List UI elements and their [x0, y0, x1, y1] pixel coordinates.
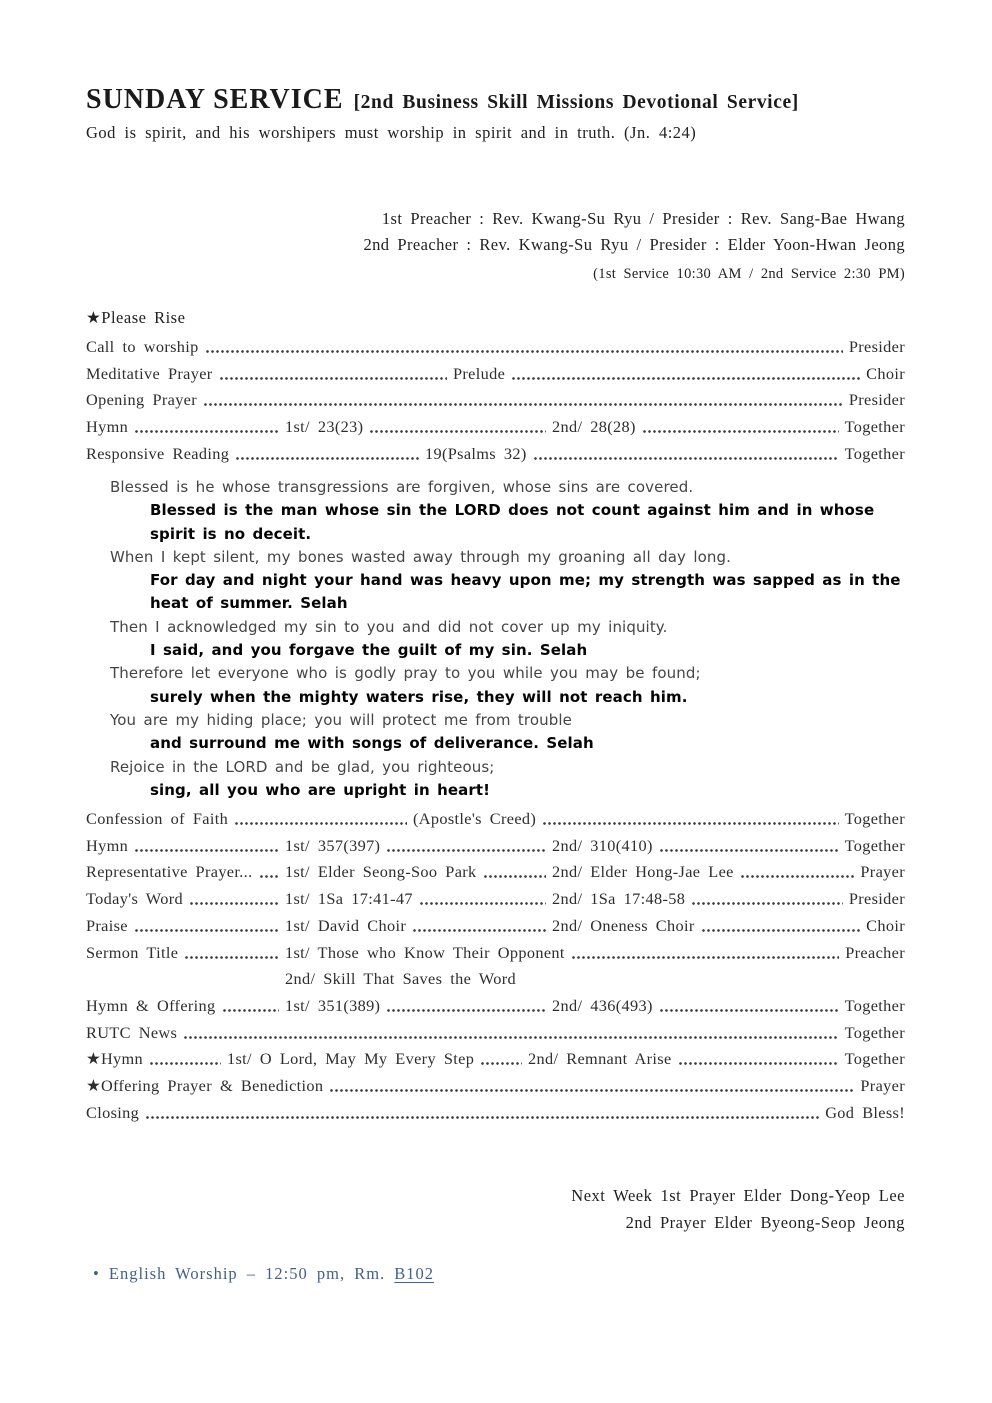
order-row-text: Call to worship — [86, 337, 199, 356]
psalm-leader-line: You are my hiding place; you will protect me from trouble — [110, 710, 572, 729]
psalm-response-line: sing, all you who are upright in heart! — [150, 780, 491, 799]
order-row-text: 2nd/ 436(493) — [552, 995, 653, 1015]
dot-leader — [659, 833, 839, 860]
order-row-cell — [552, 833, 845, 860]
order-row-text: 1st/ 357(397) — [285, 835, 381, 855]
order-row-cell — [845, 1020, 905, 1047]
order-row — [86, 361, 905, 388]
order-row-right-label: Together — [844, 809, 905, 828]
order-row-cell — [845, 1046, 905, 1073]
service-times: (1st Service 10:30 AM / 2nd Service 2:30 PM) — [593, 266, 905, 282]
order-row — [86, 859, 905, 886]
order-row — [86, 1020, 905, 1047]
order-row-cell — [845, 940, 905, 967]
responsive-reading-text — [86, 476, 905, 802]
order-row-text: Today's Word — [86, 889, 183, 909]
order-row — [86, 833, 905, 860]
dot-leader — [183, 1020, 838, 1047]
dot-leader — [203, 387, 843, 414]
order-row-cell — [86, 441, 425, 468]
order-row-cell — [86, 1020, 845, 1047]
order-row-cell — [86, 361, 453, 388]
order-row — [86, 1100, 905, 1127]
order-row-text: 2nd/ 28(28) — [552, 417, 636, 437]
order-row-right-label: Presider — [848, 390, 905, 410]
page-title — [86, 84, 905, 116]
order-row — [86, 966, 905, 993]
psalm-response-line: and surround me with songs of deliverance. Selah — [150, 734, 594, 753]
dot-leader — [740, 859, 855, 886]
title-main: SUNDAY SERVICE — [86, 84, 344, 115]
order-row-text: Sermon Title — [86, 942, 179, 962]
order-row-text: 1st/ 1Sa 17:41-47 — [285, 889, 413, 909]
order-row-cell — [86, 886, 285, 913]
dot-leader — [533, 441, 839, 468]
order-row-text: 2nd/ Oneness Choir — [552, 915, 695, 935]
order-row-text: Hymn — [86, 835, 129, 855]
dot-leader — [134, 913, 279, 940]
order-row-cell — [285, 886, 552, 913]
dot-leader — [145, 1100, 819, 1127]
order-row — [86, 993, 905, 1020]
order-row — [86, 414, 905, 441]
order-row-right-label: Together — [844, 835, 905, 855]
psalm-leader-line: When I kept silent, my bones wasted away through my groaning all day long. — [110, 547, 731, 566]
order-row-right-label: Choir — [866, 363, 905, 383]
psalm-leader-line: Rejoice in the LORD and be glad, you righteous; — [110, 757, 495, 776]
order-row-right-label: Together — [844, 443, 905, 463]
order-row-cell — [285, 913, 552, 940]
order-row-cell — [552, 913, 866, 940]
order-of-worship-1 — [86, 334, 905, 468]
order-row-cell — [86, 859, 285, 886]
psalm-leader-line: Therefore let everyone who is godly pray to you while you may be found; — [110, 664, 701, 683]
order-row-cell — [552, 993, 845, 1020]
psalm-leader-line: Then I acknowledged my sin to you and did not cover up my iniquity. — [110, 617, 668, 636]
order-row-text: 1st/ David Choir — [285, 915, 407, 935]
order-row-cell — [86, 806, 413, 833]
order-row — [86, 1073, 905, 1100]
order-row-right-label: Together — [844, 417, 905, 437]
dot-leader — [511, 361, 860, 388]
order-row — [86, 886, 905, 913]
order-row-cell — [845, 441, 905, 468]
order-row — [86, 806, 905, 833]
order-row-cell — [845, 993, 905, 1020]
english-worship-room: B102 — [394, 1264, 435, 1283]
order-row-text: Confession of Faith — [86, 809, 229, 828]
psalm-response-line: heat of summer. Selah — [150, 594, 348, 613]
title-bracket: [2nd Business Skill Missions Devotional Service] — [353, 92, 799, 113]
dot-leader — [691, 886, 843, 913]
order-row-cell — [86, 334, 849, 361]
dot-leader — [483, 859, 546, 886]
order-row-right-label: God Bless! — [825, 1102, 905, 1122]
order-row-cell — [528, 1046, 845, 1073]
order-row-cell — [86, 1100, 825, 1127]
order-row-text: 2nd/ Remnant Arise — [528, 1049, 672, 1069]
order-row-text: ★Hymn — [86, 1049, 144, 1069]
order-row-text: 2nd/ 1Sa 17:48-58 — [552, 889, 686, 909]
order-row-cell — [285, 833, 552, 860]
order-row-text: 2nd/ 310(410) — [552, 835, 653, 855]
header — [86, 84, 905, 143]
order-row-cell — [849, 387, 905, 414]
dot-leader — [259, 859, 279, 886]
order-row-text: Praise — [86, 915, 128, 935]
order-row-cell — [825, 1100, 905, 1127]
order-row-cell — [227, 1046, 528, 1073]
order-row-right-label: Together — [844, 1022, 905, 1042]
order-row-cell — [86, 387, 849, 414]
order-row-cell — [845, 833, 905, 860]
order-row-text: ★Offering Prayer & Benediction — [86, 1076, 324, 1096]
psalm-response-line: For day and night your hand was heavy upon me; my strength was sapped as in the — [150, 571, 901, 590]
dot-leader — [184, 940, 279, 967]
preachers-block — [86, 206, 905, 287]
order-row-cell — [285, 859, 552, 886]
next-week-block — [86, 1183, 905, 1236]
order-row-cell — [86, 1073, 860, 1100]
next-week-line-2: 2nd Prayer Elder Byeong-Seop Jeong — [625, 1212, 905, 1232]
dot-leader — [701, 913, 861, 940]
order-row-text: 1st/ Those who Know Their Opponent — [285, 942, 565, 962]
order-row-cell — [425, 441, 845, 468]
dot-leader — [386, 993, 546, 1020]
bullet-icon: • — [93, 1264, 100, 1283]
order-row-cell — [552, 414, 845, 441]
next-week-line-1: Next Week 1st Prayer Elder Dong-Yeop Lee — [571, 1186, 905, 1205]
order-row-text: Representative Prayer... — [86, 862, 253, 882]
order-row-cell — [849, 334, 905, 361]
dot-leader — [329, 1073, 854, 1100]
dot-leader — [219, 361, 447, 388]
order-row-cell — [860, 1073, 905, 1100]
psalm-leader-line: Blessed is he whose transgressions are forgiven, whose sins are covered. — [110, 478, 694, 496]
dot-leader — [235, 441, 419, 468]
order-row-cell — [86, 913, 285, 940]
order-row-right-label: Presider — [848, 337, 905, 356]
order-row — [86, 913, 905, 940]
order-row — [86, 387, 905, 414]
order-row-cell — [86, 833, 285, 860]
order-row-right-label: Prayer — [860, 862, 905, 882]
dot-leader — [369, 414, 546, 441]
order-row-cell — [552, 859, 860, 886]
please-rise-note: ★Please Rise — [86, 308, 186, 327]
dot-leader — [542, 806, 838, 833]
order-row — [86, 1046, 905, 1073]
order-row-cell — [453, 361, 866, 388]
order-row-text: Hymn — [86, 417, 129, 437]
dot-leader — [134, 833, 279, 860]
order-row-cell — [845, 414, 905, 441]
order-row-cell — [285, 966, 516, 993]
preacher-line-2: 2nd Preacher : Rev. Kwang-Su Ryu / Presider : Elder Yoon-Hwan Jeong — [363, 235, 905, 254]
dot-leader — [571, 940, 839, 967]
dot-leader — [480, 1046, 522, 1073]
order-row-cell — [285, 414, 552, 441]
order-row-cell — [413, 806, 845, 833]
order-row-cell — [285, 940, 845, 967]
order-row-right-label: Presider — [848, 889, 905, 909]
dot-leader — [149, 1046, 221, 1073]
order-row-cell — [866, 361, 905, 388]
english-worship-text: English Worship – 12:50 pm, Rm. — [108, 1264, 386, 1283]
order-row-text: Opening Prayer — [86, 390, 198, 410]
order-row-text: RUTC News — [86, 1022, 178, 1042]
dot-leader — [205, 334, 843, 361]
order-row-cell — [86, 993, 285, 1020]
dot-leader — [412, 913, 546, 940]
order-row-right-label: Prayer — [860, 1076, 905, 1096]
order-row-cell — [849, 886, 905, 913]
order-row-cell — [86, 414, 285, 441]
order-row-text: Responsive Reading — [86, 443, 230, 463]
order-row-right-label: Together — [844, 1049, 905, 1069]
order-row-right-label: 2nd/ Skill That Saves the Word — [285, 969, 516, 989]
order-row-text: Prelude — [453, 363, 506, 383]
dot-leader — [189, 886, 279, 913]
order-row-cell — [860, 859, 905, 886]
title-verse: God is spirit, and his worshipers must worship in spirit and in truth. (Jn. 4:24) — [86, 123, 697, 142]
order-row-right-label: Preacher — [845, 942, 905, 962]
dot-leader — [678, 1046, 839, 1073]
psalm-response-line: Blessed is the man whose sin the LORD does not count against him and in whose — [150, 501, 875, 520]
dot-leader — [222, 993, 279, 1020]
order-row-text: 2nd/ Elder Hong-Jae Lee — [552, 862, 734, 882]
order-row-cell — [845, 806, 905, 833]
dot-leader — [642, 414, 839, 441]
order-row-right-label: Choir — [866, 915, 905, 935]
order-row-cell — [86, 1046, 227, 1073]
order-row-cell — [552, 886, 849, 913]
english-worship-note — [86, 1264, 905, 1284]
psalm-response-line: I said, and you forgave the guilt of my sin. Selah — [150, 641, 588, 660]
dot-leader — [386, 833, 546, 860]
psalm-response-line: spirit is no deceit. — [150, 524, 312, 543]
order-of-worship-2 — [86, 806, 905, 1126]
order-row — [86, 940, 905, 967]
order-row — [86, 334, 905, 361]
order-row-text: 1st/ Elder Seong-Soo Park — [285, 862, 477, 882]
order-row — [86, 441, 905, 468]
order-row-cell — [285, 993, 552, 1020]
order-row-cell — [86, 940, 285, 967]
order-row-text: (Apostle's Creed) — [413, 809, 537, 828]
dot-leader — [234, 806, 407, 833]
order-row-cell — [866, 913, 905, 940]
preacher-line-1: 1st Preacher : Rev. Kwang-Su Ryu / Presider : Rev. Sang-Bae Hwang — [381, 209, 905, 228]
order-row-text: Hymn & Offering — [86, 995, 216, 1015]
order-row-text: Meditative Prayer — [86, 363, 213, 383]
dot-leader — [419, 886, 546, 913]
psalm-response-line: surely when the mighty waters rise, they will not reach him. — [150, 687, 688, 706]
order-row-text: 1st/ 23(23) — [285, 417, 364, 437]
order-row-text: 1st/ O Lord, May My Every Step — [227, 1049, 475, 1069]
dot-leader — [134, 414, 279, 441]
order-row-right-label: Together — [844, 995, 905, 1015]
order-row-text: 1st/ 351(389) — [285, 995, 381, 1015]
order-row-text: Closing — [86, 1102, 140, 1122]
dot-leader — [659, 993, 839, 1020]
order-row-text: 19(Psalms 32) — [425, 443, 527, 463]
